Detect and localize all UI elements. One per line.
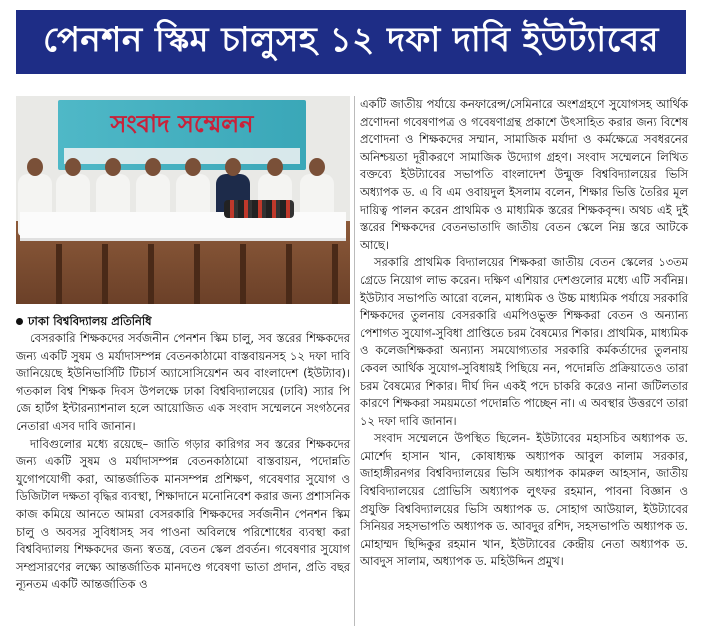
microphones xyxy=(224,200,294,218)
byline xyxy=(16,312,350,330)
paragraph: সরকারি প্রাথমিক বিদ্যালয়ের শিক্ষকরা জাতীয় বেতন স্কেলের ১৩তম গ্রেডে নিয়োগ লাভ করেন। দক্ষিণ এশিয়ার দেশগুলোর মধ্যে এটি সর্বনিম্ন। ইউট্যাব সভাপতি আরো বলেন, মাধ্যমিক ও উচ্চ মাধ্যমিক পর্যায়ে সরকারি শিক্ষকদের তুলনায় বেসরকারি এমপিওভুক্ত শিক্ষকরা বেতন ও অন্যান্য পেশাগত সুযোগ-সুবিধা প্রাপ্তিতে চরম বৈষম্যের শিকার। প্রাথমিক, মাধ্যমিক ও কলেজশিক্ষকরা অন্যান্য সমযোগ্যতার সরকারি কর্মকর্তাদের তুলনায় কেবল আর্থিক সুযোগ-সুবিধায়ই পিছিয়ে নন, পদোন্নতি প্রক্রিয়াতেও তারা চরম বৈষম্যের শিকার। দীর্ঘ দিন একই পদে চাকরি করেও নানা জটিলতার কারণে শিক্ষকরা সময়মতো পদোন্নতি পাচ্ছেন না। এ অবস্থার উত্তরণে তারা ১২ দফা দাবি জানান। xyxy=(360,255,688,428)
paragraph: সংবাদ সম্মেলনে উপস্থিত ছিলেন- ইউট্যাবের মহাসচিব অধ্যাপক ড. মোর্শেদ হাসান খান, কোষাধ্যক্ষ অধ্যাপক আবুল কালাম সরকার, জাহাঙ্গীরনগর বিশ্ববিদ্যালয়ের ভিসি অধ্যাপক কামরুল আহসান, জাতীয় বিশ্ববিদ্যালয়ের প্রোভিসি অধ্যাপক লুৎফর রহমান, পাবনা বিজ্ঞান ও প্রযুক্তি বিশ্ববিদ্যালয়ের ভিসি অধ্যাপক ড. সোহাগ আউয়াল, ইউট্যাবের সিনিয়র সহসভাপতি অধ্যাপক ড. আবদুর রশিদ, সহসভাপতি অধ্যাপক ড. মোহাম্মদ ছিদ্দিকুর রহমান খান, ইউট্যাবের কেন্দ্রীয় নেতা অধ্যাপক ড. আবদুস সালাম, অধ্যাপক ড. মহিউদ্দিন প্রমুখ। xyxy=(360,431,688,569)
headline-bar xyxy=(16,10,686,74)
byline-text: ঢাকা বিশ্ববিদ্যালয় প্রতিনিধি xyxy=(28,314,152,328)
paragraph: একটি জাতীয় পর্যায়ে কনফারেন্স/সেমিনারে অংশগ্রহণে সুযোগসহ আর্থিক প্রণোদনা গবেষণাপত্র ও গবেষণাগ্রন্থ প্রকাশে উৎসাহিত করার জন্য বিশেষ প্রণোদনা ও শিক্ষকদের সম্মান, সামাজিক মর্যাদা ও কর্মক্ষেত্রে সবধরনের অনিশ্চয়তা দূরীকরণে সামাজিক উদ্যোগ গ্রহণ। সংবাদ সম্মেলনে লিখিত বক্তব্যে ইউট্যাবের সভাপতি বাংলাদেশ উন্মুক্ত বিশ্ববিদ্যালয়ের ভিসি অধ্যাপক ড. এ বি এম ওবায়দুল ইসলাম বলেন, শিক্ষার ভিত্তি তৈরির মূল দায়িত্ব পালন করেন প্রাথমিক ও মাধ্যমিক স্তরের শিক্ষকবৃন্দ। অথচ এই দুই স্তরের শিক্ষকদের বেতনভাতাদি জাতীয় বেতন স্কেলে নিম্ন স্তরে আটকে আছে। xyxy=(360,97,688,252)
paragraph: বেসরকারি শিক্ষকদের সর্বজনীন পেনশন স্কিম চালু, সব স্তরের শিক্ষকদের জন্য একটি সুষম ও মর্যাদাসম্পন্ন বেতনকাঠামো বাস্তবায়নসহ ১২ দফা দাবি জানিয়েছে ইউনিভার্সিটি টিচার্স অ্যাসোসিয়েশন অব বাংলাদেশ (ইউট্যাব)। গতকাল বিশ্ব শিক্ষক দিবস উপলক্ষে ঢাকা বিশ্ববিদ্যালয়ের (ঢাবি) স্যার পি জে হার্টগ ইন্টারন্যাশনাল হলে আয়োজিত এক সংবাদ সম্মেলনে সংগঠনের নেতারা এসব দাবি জানান। xyxy=(16,331,350,433)
press-conference-photo xyxy=(16,96,350,304)
table-legs xyxy=(16,244,350,304)
banner-text: সংবাদ সম্মেলন xyxy=(110,109,254,138)
paragraph: দাবিগুলোর মধ্যে রয়েছে– জাতি গড়ার কারিগর সব স্তরের শিক্ষকদের জন্য একটি সুষম ও মর্যাদাসম্পন্ন বেতনকাঠামো বাস্তবায়ন, পদোন্নতি যুগোপযোগী করা, আন্তর্জাতিক মানসম্পন্ন প্রশিক্ষণ, গবেষণার সুযোগ ও ডিজিটাল দক্ষতা বৃদ্ধির ব্যবস্থা, শিক্ষাদানে মনোনিবেশ করার জন্য প্রশাসনিক কাজ কমিয়ে আনতে আমরা বেসরকারি শিক্ষকদের সর্বজনীন পেনশন স্কিম চালু ও অবসর সুবিধাসহ সব পাওনা অবিলম্বে পরিশোধের ব্যবস্থা করা বিশ্ববিদ্যালয় শিক্ষকদের জন্য স্বতন্ত্র, বেতন স্কেল প্রবর্তন। গবেষণার সুযোগ সম্প্রসারণের লক্ষ্যে আন্তর্জাতিক মানদণ্ডে গবেষণা ভাতা প্রদান, প্রতি বছর ন্যূনতম একটি আন্তর্জাতিক ও xyxy=(16,436,350,592)
left-column xyxy=(16,312,350,594)
column-divider xyxy=(354,96,355,626)
bullet-icon xyxy=(16,318,23,325)
headline-text: পেনশন স্কিম চালুসহ ১২ দফা দাবি ইউট্যাবের xyxy=(43,19,659,60)
right-column xyxy=(360,96,688,571)
news-clipping xyxy=(10,8,690,632)
conference-table xyxy=(20,212,346,241)
